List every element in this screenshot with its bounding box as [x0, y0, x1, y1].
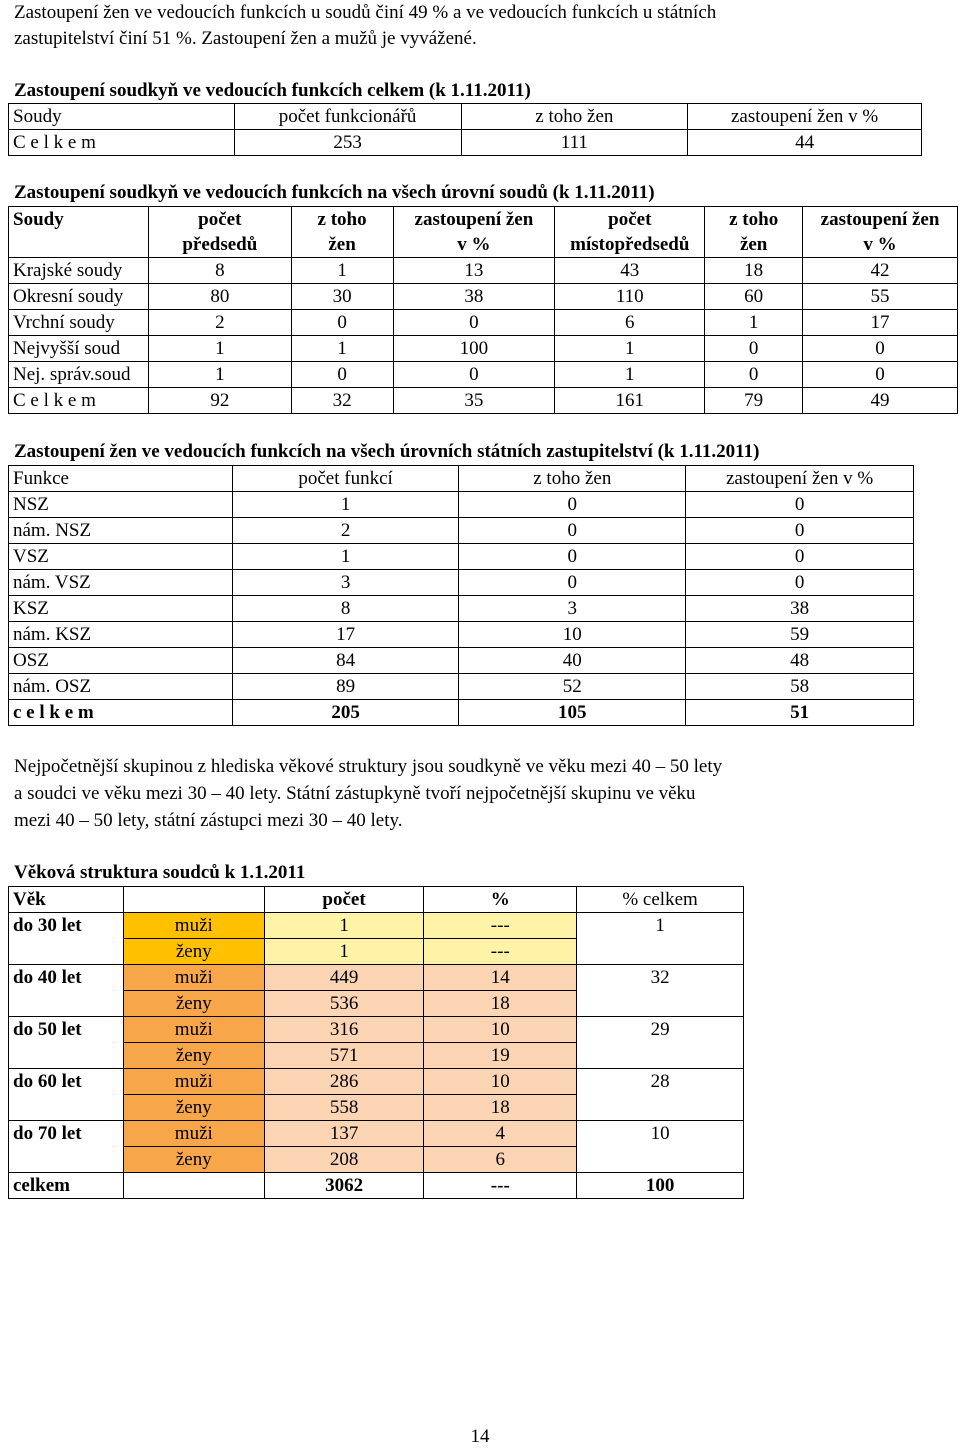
table-cell: 10 — [459, 622, 686, 648]
table-cell: 571 — [264, 1043, 424, 1069]
table-header-cell: zastoupení žen v % — [686, 466, 914, 492]
table-cell: nám. KSZ — [9, 622, 233, 648]
table-cell: 1 — [291, 336, 393, 362]
table-header-row — [9, 207, 958, 258]
table-cell: --- — [424, 1173, 577, 1199]
table-cell: c e l k e m — [9, 700, 233, 726]
table-cell: 0 — [291, 362, 393, 388]
table-cell: 51 — [686, 700, 914, 726]
table-cell: 449 — [264, 965, 424, 991]
table-row — [9, 388, 958, 414]
table2-body — [9, 258, 958, 414]
table-row — [9, 1121, 744, 1147]
table-row — [9, 130, 922, 156]
table-cell: 58 — [686, 674, 914, 700]
table-cell: 1 — [148, 336, 291, 362]
table-cell: muži — [123, 965, 264, 991]
table-cell: 18 — [424, 991, 577, 1017]
table-cell: 558 — [264, 1095, 424, 1121]
table-cell: Vrchní soudy — [9, 310, 149, 336]
table-row — [9, 310, 958, 336]
table-cell: 1 — [555, 362, 705, 388]
table-cell: C e l k e m — [9, 130, 235, 156]
table-cell: NSZ — [9, 492, 233, 518]
table-cell: muži — [123, 913, 264, 939]
table-cell: 42 — [803, 258, 958, 284]
table-cell: 19 — [424, 1043, 577, 1069]
table-row — [9, 648, 914, 674]
table-cell: Okresní soudy — [9, 284, 149, 310]
header-line: počet — [198, 209, 242, 230]
table-cell: 2 — [148, 310, 291, 336]
table-header-cell: % celkem — [577, 887, 744, 913]
table-cell: 1 — [555, 336, 705, 362]
table-cell: 6 — [555, 310, 705, 336]
table-cell: 137 — [264, 1121, 424, 1147]
table-cell: 55 — [803, 284, 958, 310]
table-header-cell: % — [424, 887, 577, 913]
table-cell: 3 — [459, 596, 686, 622]
table1 — [8, 103, 922, 156]
table-cell: muži — [123, 1121, 264, 1147]
table-cell: ženy — [123, 1147, 264, 1173]
table-cell: 48 — [686, 648, 914, 674]
table-cell: muži — [123, 1017, 264, 1043]
header-line: zastoupení žen — [414, 209, 534, 230]
table3-body — [9, 492, 914, 700]
table-row — [9, 622, 914, 648]
table-header-cell: počet — [264, 887, 424, 913]
table-cell: 286 — [264, 1069, 424, 1095]
table-cell: 80 — [148, 284, 291, 310]
table-header-cell: Věk — [9, 887, 124, 913]
table-cell: 161 — [555, 388, 705, 414]
table-cell: 44 — [688, 130, 922, 156]
table-row — [9, 336, 958, 362]
table-cell: celkem — [9, 1173, 124, 1199]
table1-heading: Zastoupení soudkyň ve vedoucích funkcích celkem (k 1.11.2011) — [14, 80, 531, 101]
table-header-cell — [705, 207, 803, 258]
table-cell: 0 — [393, 362, 555, 388]
table-cell: 17 — [803, 310, 958, 336]
table-cell: 0 — [459, 544, 686, 570]
table-cell: ženy — [123, 991, 264, 1017]
table-header-cell — [148, 207, 291, 258]
table-cell: nám. NSZ — [9, 518, 233, 544]
table-header-cell — [555, 207, 705, 258]
table-cell: 13 — [393, 258, 555, 284]
table2 — [8, 206, 958, 414]
table-cell: 316 — [264, 1017, 424, 1043]
table-cell: 1 — [264, 939, 424, 965]
table-cell: 89 — [232, 674, 459, 700]
table-cell: ženy — [123, 1095, 264, 1121]
intro-line: zastupitelství činí 51 %. Zastoupení žen a mužů je vyvážené. — [14, 28, 477, 49]
table-cell: 4 — [424, 1121, 577, 1147]
table-cell: 0 — [393, 310, 555, 336]
table-cell: 205 — [232, 700, 459, 726]
table-cell: 14 — [424, 965, 577, 991]
table2-heading: Zastoupení soudkyň ve vedoucích funkcích na všech úrovní soudů (k 1.11.2011) — [14, 182, 655, 203]
table-cell: 8 — [232, 596, 459, 622]
body-paragraph — [14, 753, 949, 834]
table3 — [8, 465, 914, 726]
table-header-cell: počet funkcí — [232, 466, 459, 492]
table-row — [9, 258, 958, 284]
table-row — [9, 284, 958, 310]
table-cell: 253 — [234, 130, 461, 156]
header-line: v % — [863, 234, 897, 255]
table-header-cell: z toho žen — [461, 104, 688, 130]
table-cell: Nej. správ.soud — [9, 362, 149, 388]
table-cell — [123, 1173, 264, 1199]
table-cell: 43 — [555, 258, 705, 284]
table-header-cell — [123, 887, 264, 913]
table-cell: 0 — [686, 570, 914, 596]
paragraph-line: a soudci ve věku mezi 30 – 40 lety. Státní zástupkyně tvoří nejpočetnější skupinu ve věku — [14, 783, 696, 804]
table-row — [9, 518, 914, 544]
table-cell: 10 — [424, 1017, 577, 1043]
table-cell: ženy — [123, 1043, 264, 1069]
table-cell: 0 — [686, 492, 914, 518]
table-cell: 0 — [686, 518, 914, 544]
table-cell: 536 — [264, 991, 424, 1017]
table-cell: 100 — [577, 1173, 744, 1199]
header-line: místopředsedů — [570, 234, 690, 255]
table-cell: 1 — [232, 544, 459, 570]
header-line: zastoupení žen — [820, 209, 940, 230]
table-cell: 32 — [291, 388, 393, 414]
table-row — [9, 596, 914, 622]
table-cell: 49 — [803, 388, 958, 414]
table-row — [9, 965, 744, 991]
table-header-cell — [803, 207, 958, 258]
table-cell: 32 — [577, 965, 744, 1017]
table-cell: 1 — [148, 362, 291, 388]
table3-heading: Zastoupení žen ve vedoucích funkcích na všech úrovních státních zastupitelství (k 1.11.2011) — [14, 441, 760, 462]
table-row — [9, 104, 922, 130]
table-cell: 0 — [705, 362, 803, 388]
table-cell: Nejvyšší soud — [9, 336, 149, 362]
table-cell: --- — [424, 939, 577, 965]
table-cell: 100 — [393, 336, 555, 362]
table-row — [9, 913, 744, 939]
table-row — [9, 544, 914, 570]
table-cell: do 50 let — [9, 1017, 124, 1069]
table-cell: 92 — [148, 388, 291, 414]
table-cell: muži — [123, 1069, 264, 1095]
table-cell: 110 — [555, 284, 705, 310]
table-cell: 0 — [803, 336, 958, 362]
header-line: z toho — [317, 209, 367, 230]
table-cell: do 60 let — [9, 1069, 124, 1121]
table-cell: 0 — [459, 518, 686, 544]
table-header-cell — [9, 207, 149, 258]
table-cell: 1 — [577, 913, 744, 965]
table-cell: 30 — [291, 284, 393, 310]
header-line: žen — [739, 234, 768, 255]
table-cell: 208 — [264, 1147, 424, 1173]
table-cell: 84 — [232, 648, 459, 674]
table-cell: 17 — [232, 622, 459, 648]
paragraph-line: mezi 40 – 50 lety, státní zástupci mezi 30 – 40 lety. — [14, 810, 403, 831]
table-cell: 18 — [424, 1095, 577, 1121]
table4 — [8, 886, 744, 1199]
table-cell: 52 — [459, 674, 686, 700]
table-cell: 105 — [459, 700, 686, 726]
header-line: Soudy — [13, 209, 64, 230]
table-cell: 1 — [232, 492, 459, 518]
header-line: předsedů — [182, 234, 258, 255]
table-cell: 6 — [424, 1147, 577, 1173]
table-cell: 0 — [705, 336, 803, 362]
table-cell: 59 — [686, 622, 914, 648]
table-cell: 10 — [577, 1121, 744, 1173]
intro-line: Zastoupení žen ve vedoucích funkcích u soudů činí 49 % a ve vedoucích funkcích u státních — [14, 2, 717, 23]
table-cell: 3 — [232, 570, 459, 596]
table-cell: 1 — [705, 310, 803, 336]
intro-text — [14, 0, 949, 52]
page-number: 14 — [470, 1426, 490, 1447]
table-cell: 28 — [577, 1069, 744, 1121]
table-header-cell: počet funkcionářů — [234, 104, 461, 130]
table-cell: 1 — [291, 258, 393, 284]
table-cell: KSZ — [9, 596, 233, 622]
table-cell: 111 — [461, 130, 688, 156]
table-header-cell — [291, 207, 393, 258]
table-header-row — [9, 466, 914, 492]
table-row — [9, 362, 958, 388]
table-cell: Krajské soudy — [9, 258, 149, 284]
table-row — [9, 674, 914, 700]
table-cell: VSZ — [9, 544, 233, 570]
header-line: žen — [328, 234, 356, 255]
paragraph-line: Nejpočetnější skupinou z hlediska věkové struktury jsou soudkyně ve věku mezi 40 – 50 lety — [14, 756, 723, 777]
table-cell: 0 — [686, 544, 914, 570]
table-cell: 2 — [232, 518, 459, 544]
table4-heading: Věková struktura soudců k 1.1.2011 — [14, 862, 306, 883]
header-line: počet — [608, 209, 652, 230]
table-cell: --- — [424, 913, 577, 939]
header-line: z toho — [729, 209, 779, 230]
table-cell: 0 — [459, 492, 686, 518]
table-cell: C e l k e m — [9, 388, 149, 414]
table-cell: 35 — [393, 388, 555, 414]
table-cell: nám. OSZ — [9, 674, 233, 700]
table-cell: 1 — [264, 913, 424, 939]
table-cell: 0 — [803, 362, 958, 388]
table4-body — [9, 913, 744, 1173]
table-total-row — [9, 1173, 744, 1199]
table-header-row — [9, 887, 744, 913]
table-cell: 0 — [291, 310, 393, 336]
table-header-cell: Soudy — [9, 104, 235, 130]
table-cell: 79 — [705, 388, 803, 414]
table-cell: 18 — [705, 258, 803, 284]
table-cell: 38 — [393, 284, 555, 310]
table-cell: do 30 let — [9, 913, 124, 965]
table-total-row — [9, 700, 914, 726]
table-header-cell: zastoupení žen v % — [688, 104, 922, 130]
table-cell: 3062 — [264, 1173, 424, 1199]
table-cell: 29 — [577, 1017, 744, 1069]
table-row — [9, 1017, 744, 1043]
table-header-cell: z toho žen — [459, 466, 686, 492]
table-cell: 38 — [686, 596, 914, 622]
table-cell: 8 — [148, 258, 291, 284]
table-cell: do 70 let — [9, 1121, 124, 1173]
header-line: v % — [457, 234, 491, 255]
table-row — [9, 492, 914, 518]
table-row — [9, 570, 914, 596]
table-cell: 10 — [424, 1069, 577, 1095]
table-cell: 40 — [459, 648, 686, 674]
table-cell: do 40 let — [9, 965, 124, 1017]
table-row — [9, 1069, 744, 1095]
table-header-cell — [393, 207, 555, 258]
table-header-cell: Funkce — [9, 466, 233, 492]
table-cell: ženy — [123, 939, 264, 965]
table-cell: 0 — [459, 570, 686, 596]
table-cell: nám. VSZ — [9, 570, 233, 596]
table-cell: 60 — [705, 284, 803, 310]
table-cell: OSZ — [9, 648, 233, 674]
